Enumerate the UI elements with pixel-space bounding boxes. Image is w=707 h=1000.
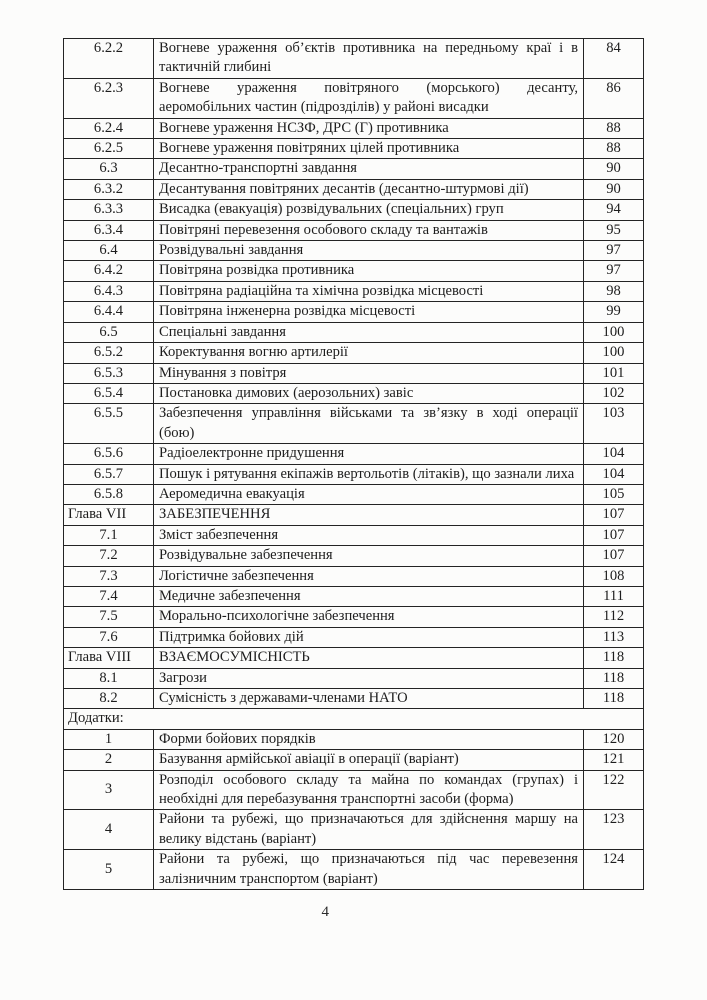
toc-row-number: 6.4.3 [64, 281, 154, 301]
toc-row-title: Медичне забезпечення [154, 586, 584, 606]
toc-row-page: 95 [584, 220, 644, 240]
toc-row-page: 100 [584, 322, 644, 342]
toc-row-number: 3 [64, 770, 154, 810]
toc-row-page: 84 [584, 39, 644, 79]
toc-row-number: 7.6 [64, 627, 154, 647]
table-row [64, 648, 644, 668]
toc-row-number: 6.5.5 [64, 404, 154, 444]
toc-row-title: Загрози [154, 668, 584, 688]
toc-table [63, 38, 644, 890]
toc-row-page: 88 [584, 118, 644, 138]
table-row [64, 627, 644, 647]
toc-row-title: Десантно-транспортні завдання [154, 159, 584, 179]
toc-row-page: 86 [584, 78, 644, 118]
toc-row-number: 8.2 [64, 689, 154, 709]
toc-row-title: Десантування повітряних десантів (десантно-штурмові дії) [154, 179, 584, 199]
toc-row-title: ЗАБЕЗПЕЧЕННЯ [154, 505, 584, 525]
page-footer [63, 903, 643, 921]
table-row [64, 566, 644, 586]
table-row [64, 505, 644, 525]
table-row [64, 139, 644, 159]
toc-row-number: 6.5 [64, 322, 154, 342]
toc-row-title: Аеромедична евакуація [154, 484, 584, 504]
toc-row-title: Повітряна розвідка противника [154, 261, 584, 281]
toc-row-title: Постановка димових (аерозольних) завіс [154, 383, 584, 403]
table-row [64, 607, 644, 627]
toc-row-number: 6.4 [64, 241, 154, 261]
toc-row-number: 6.5.3 [64, 363, 154, 383]
toc-row-title: ВЗАЄМОСУМІСНІСТЬ [154, 648, 584, 668]
toc-row-number: 6.2.5 [64, 139, 154, 159]
toc-row-title: Райони та рубежі, що призначаються під час перевезення залізничним транспортом (варіант) [154, 850, 584, 890]
toc-row-title: Коректування вогню артилерії [154, 343, 584, 363]
table-row [64, 78, 644, 118]
toc-row-title: Вогневе ураження повітряних цілей противника [154, 139, 584, 159]
toc-row-number: 1 [64, 729, 154, 749]
toc-row-page: 107 [584, 505, 644, 525]
toc-row-title: Повітряна інженерна розвідка місцевості [154, 302, 584, 322]
toc-row-title: Забезпечення управління військами та зв’язку в ході операції (бою) [154, 404, 584, 444]
toc-row-number: 7.2 [64, 546, 154, 566]
table-row [64, 668, 644, 688]
table-row [64, 220, 644, 240]
toc-row-page: 121 [584, 750, 644, 770]
toc-row-page: 122 [584, 770, 644, 810]
table-row [64, 689, 644, 709]
toc-row-number: 6.4.2 [64, 261, 154, 281]
toc-row-page: 104 [584, 464, 644, 484]
toc-row-page: 100 [584, 343, 644, 363]
toc-row-number: 6.5.6 [64, 444, 154, 464]
toc-row-title: Вогневе ураження НСЗФ, ДРС (Г) противника [154, 118, 584, 138]
toc-section-label: Додатки: [64, 709, 644, 729]
toc-row-page: 104 [584, 444, 644, 464]
toc-row-title: Підтримка бойових дій [154, 627, 584, 647]
toc-row-page: 118 [584, 648, 644, 668]
toc-row-page: 90 [584, 179, 644, 199]
toc-row-page: 107 [584, 525, 644, 545]
table-row [64, 343, 644, 363]
toc-row-number: 2 [64, 750, 154, 770]
toc-row-title: Спеціальні завдання [154, 322, 584, 342]
toc-row-number: 6.5.8 [64, 484, 154, 504]
toc-row-title: Базування армійської авіації в операції (варіант) [154, 750, 584, 770]
table-row [64, 241, 644, 261]
toc-row-title: Вогневе ураження об’єктів противника на передньому краї і в тактичній глибині [154, 39, 584, 79]
toc-row-number: 7.3 [64, 566, 154, 586]
table-row [64, 770, 644, 810]
toc-row-title: Радіоелектронне придушення [154, 444, 584, 464]
toc-row-page: 97 [584, 241, 644, 261]
toc-row-title: Розвідувальне забезпечення [154, 546, 584, 566]
toc-row-number: 6.5.4 [64, 383, 154, 403]
toc-row-number: 6.5.2 [64, 343, 154, 363]
toc-row-page: 101 [584, 363, 644, 383]
toc-row-title: Розподіл особового складу та майна по командах (групах) і необхідні для перебазування транспортні засоби (форма) [154, 770, 584, 810]
toc-row-number: 6.3.4 [64, 220, 154, 240]
toc-row-title: Висадка (евакуація) розвідувальних (спеціальних) груп [154, 200, 584, 220]
table-row [64, 586, 644, 606]
toc-row-page: 107 [584, 546, 644, 566]
toc-row-title: Мінування з повітря [154, 363, 584, 383]
toc-row-page: 113 [584, 627, 644, 647]
toc-row-title: Повітряна радіаційна та хімічна розвідка місцевості [154, 281, 584, 301]
table-row [64, 322, 644, 342]
table-row [64, 159, 644, 179]
table-row [64, 363, 644, 383]
toc-row-page: 105 [584, 484, 644, 504]
toc-row-title: Форми бойових порядків [154, 729, 584, 749]
table-row [64, 546, 644, 566]
toc-row-number: 8.1 [64, 668, 154, 688]
table-row [64, 118, 644, 138]
table-row [64, 302, 644, 322]
toc-row-number: 6.2.4 [64, 118, 154, 138]
toc-row-number: 6.3 [64, 159, 154, 179]
table-row [64, 444, 644, 464]
toc-row-title: Сумісність з державами-членами НАТО [154, 689, 584, 709]
table-row [64, 484, 644, 504]
toc-row-page: 88 [584, 139, 644, 159]
toc-row-page: 90 [584, 159, 644, 179]
toc-row-page: 99 [584, 302, 644, 322]
table-row [64, 179, 644, 199]
toc-row-number: 6.4.4 [64, 302, 154, 322]
toc-row-page: 103 [584, 404, 644, 444]
table-row [64, 525, 644, 545]
toc-row-number: 6.2.2 [64, 39, 154, 79]
toc-row-number: 6.2.3 [64, 78, 154, 118]
toc-row-title: Розвідувальні завдання [154, 241, 584, 261]
toc-row-page: 111 [584, 586, 644, 606]
toc-row-page: 124 [584, 850, 644, 890]
toc-row-page: 102 [584, 383, 644, 403]
table-row [64, 464, 644, 484]
toc-row-page: 123 [584, 810, 644, 850]
table-row [64, 200, 644, 220]
toc-row-page: 118 [584, 689, 644, 709]
table-row [64, 810, 644, 850]
toc-row-page: 94 [584, 200, 644, 220]
toc-row-title: Райони та рубежі, що призначаються для здійснення маршу на велику відстань (варіант) [154, 810, 584, 850]
toc-row-page: 108 [584, 566, 644, 586]
toc-row-page: 120 [584, 729, 644, 749]
toc-row-title: Пошук і рятування екіпажів вертольотів (літаків), що зазнали лиха [154, 464, 584, 484]
toc-row-number: 6.3.2 [64, 179, 154, 199]
toc-row-title: Зміст забезпечення [154, 525, 584, 545]
table-row [64, 261, 644, 281]
table-row [64, 404, 644, 444]
table-row [64, 850, 644, 890]
toc-row-number: Глава VIII [64, 648, 154, 668]
toc-row-number: 7.5 [64, 607, 154, 627]
toc-row-number: 6.5.7 [64, 464, 154, 484]
toc-row-title: Морально-психологічне забезпечення [154, 607, 584, 627]
table-row [64, 39, 644, 79]
toc-row-title: Повітряні перевезення особового складу та вантажів [154, 220, 584, 240]
toc-row-page: 118 [584, 668, 644, 688]
toc-row-title: Логістичне забезпечення [154, 566, 584, 586]
toc-row-number: 7.4 [64, 586, 154, 606]
toc-row-number: 6.3.3 [64, 200, 154, 220]
toc-row-page: 112 [584, 607, 644, 627]
footer-page-number: 4 [321, 904, 330, 921]
toc-row-title: Вогневе ураження повітряного (морського) десанту, аеромобільних частин (підрозділів) у районі висадки [154, 78, 584, 118]
table-row [64, 383, 644, 403]
table-row [64, 709, 644, 729]
table-row [64, 281, 644, 301]
toc-row-number: Глава VII [64, 505, 154, 525]
toc-row-number: 4 [64, 810, 154, 850]
toc-row-page: 98 [584, 281, 644, 301]
toc-row-page: 97 [584, 261, 644, 281]
table-row [64, 750, 644, 770]
toc-row-number: 5 [64, 850, 154, 890]
toc-table-body [64, 39, 644, 890]
toc-row-number: 7.1 [64, 525, 154, 545]
table-row [64, 729, 644, 749]
